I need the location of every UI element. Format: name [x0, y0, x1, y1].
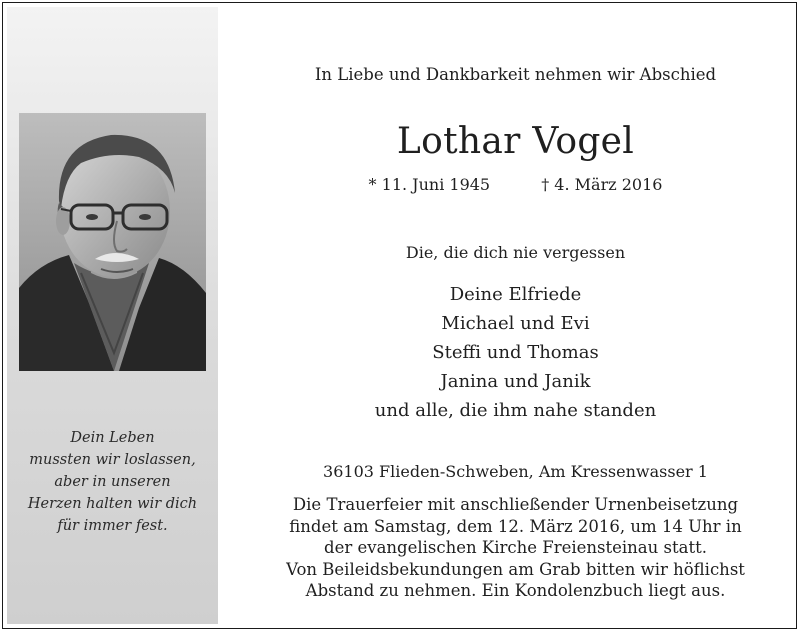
details-line: findet am Samstag, dem 12. März 2016, um 14 Uhr in: [289, 516, 742, 536]
mourners-intro: Die, die dich nie vergessen: [405, 243, 626, 262]
mourner-item: Michael und Evi: [441, 313, 590, 334]
mourners-list: [233, 280, 797, 425]
obituary-card: [2, 2, 797, 629]
mourner-item: und alle, die ihm nahe standen: [374, 400, 657, 421]
portrait-photo: [19, 113, 206, 371]
service-details: [233, 494, 797, 602]
details-line: der evangelischen Kirche Freiensteinau statt.: [324, 538, 707, 557]
mourner-item: Steffi und Thomas: [432, 342, 599, 363]
address: 36103 Flieden-Schweben, Am Kressenwasser 1: [323, 462, 708, 481]
deceased-name: Lothar Vogel: [396, 121, 635, 162]
mourner-item: Janina und Janik: [440, 371, 591, 392]
death-date: † 4. März 2016: [541, 175, 663, 194]
headline: In Liebe und Dankbarkeit nehmen wir Abschied: [314, 65, 717, 84]
quote-line: für immer fest.: [57, 518, 168, 534]
quote-line: mussten wir loslassen,: [29, 452, 196, 468]
details-line: Von Beileidsbekundungen am Grab bitten wir höflichst: [286, 559, 745, 579]
portrait-illustration: [19, 113, 206, 371]
details-line: Die Trauerfeier mit anschließender Urnenbeisetzung: [292, 495, 739, 514]
birth-date: * 11. Juni 1945: [368, 175, 491, 194]
notice-main: [233, 3, 797, 629]
quote-line: Dein Leben: [70, 430, 155, 446]
quote-line: Herzen halten wir dich: [27, 496, 198, 512]
mourner-item: Deine Elfriede: [449, 284, 582, 305]
details-line: Abstand zu nehmen. Ein Kondolenzbuch liegt aus.: [305, 581, 726, 600]
quote-line: aber in unseren: [54, 474, 171, 490]
sidebar-panel: [7, 7, 218, 624]
life-dates: [233, 175, 797, 194]
sidebar-quote: [7, 427, 218, 537]
